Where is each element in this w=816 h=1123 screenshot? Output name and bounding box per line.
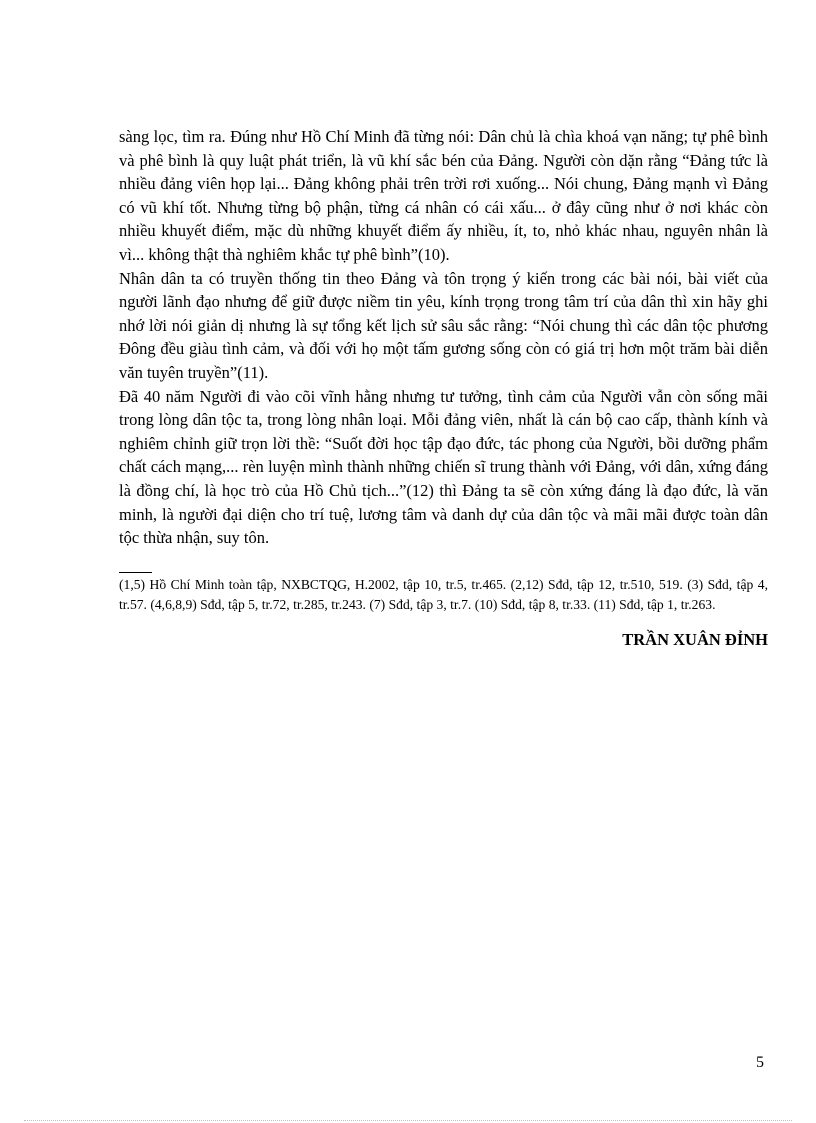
paragraph-3: Đã 40 năm Người đi vào cõi vĩnh hằng nhưng tư tưởng, tình cảm của Người vẫn còn sống mãi trong lòng dân tộc ta, trong lòng nhân loại. Mỗi đảng viên, nhất là cán bộ cao cấp, thành kính và nghiêm chỉnh giữ trọn lời thề: “Suốt đời học tập đạo đức, tác phong của Người, bồi dưỡng phẩm chất cách mạng,... rèn luyện mình thành những chiến sĩ trung thành với Đảng, với dân, xứng đáng là đồng chí, là học trò của Hồ Chủ tịch...”(12) thì Đảng ta sẽ còn xứng đáng là đạo đức, là văn minh, là người đại diện cho trí tuệ, lương tâm và danh dự của dân tộc và mãi mãi được toàn dân tộc thừa nhận, suy tôn. — [119, 386, 768, 548]
paragraph-2: Nhân dân ta có truyền thống tin theo Đảng và tôn trọng ý kiến trong các bài nói, bài viết của người lãnh đạo nhưng để giữ được niềm tin yêu, kính trọng trong tâm trí của dân thì xin hãy ghi nhớ lời nói giản dị nhưng là sự tổng kết lịch sử sâu sắc rằng: “Nói chung thì các dân tộc phương Đông đều giàu tình cảm, và đối với họ một tấm gương sống còn có giá trị hơn một trăm bài diễn văn tuyên truyền”(11). — [119, 268, 768, 382]
paragraph-1: sàng lọc, tìm ra. Đúng như Hồ Chí Minh đã từng nói: Dân chủ là chìa khoá vạn năng; tự phê bình và phê bình là quy luật phát triển, là vũ khí sắc bén của Đảng. Người còn dặn rằng “Đảng tức là nhiều đảng viên họp lại... Đảng không phải trên trời rơi xuống... Nói chung, Đảng mạnh vì Đảng có vũ khí tốt. Nhưng từng bộ phận, từng cá nhân có cái xấu... ở đây cũng như ở nơi khác còn nhiều khuyết điểm, mặc dù những khuyết điểm ấy nhiều, ít, to, nhỏ khác nhau, nguyên nhân là vì... không thật thà nghiêm khắc tự phê bình”(10). — [119, 127, 768, 264]
page-number: 5 — [756, 1054, 764, 1071]
footnotes: (1,5) Hồ Chí Minh toàn tập, NXBCTQG, H.2002, tập 10, tr.5, tr.465. (2,12) Sđd, tập 12, tr.510, 519. (3) Sđd, tập 4, tr.57. (4,6,8,9) Sđd, tập 5, tr.72, tr.285, tr.243. (7) Sđd, tập 3, tr.7. (10) Sđd, tập 8, tr.33. (11) Sđd, tập 1, tr.263. — [119, 576, 768, 613]
page-bottom-border — [24, 1120, 792, 1121]
footnote-divider — [119, 572, 152, 573]
author-name: TRẦN XUÂN ĐỈNH — [622, 629, 768, 649]
article-body — [119, 125, 768, 651]
